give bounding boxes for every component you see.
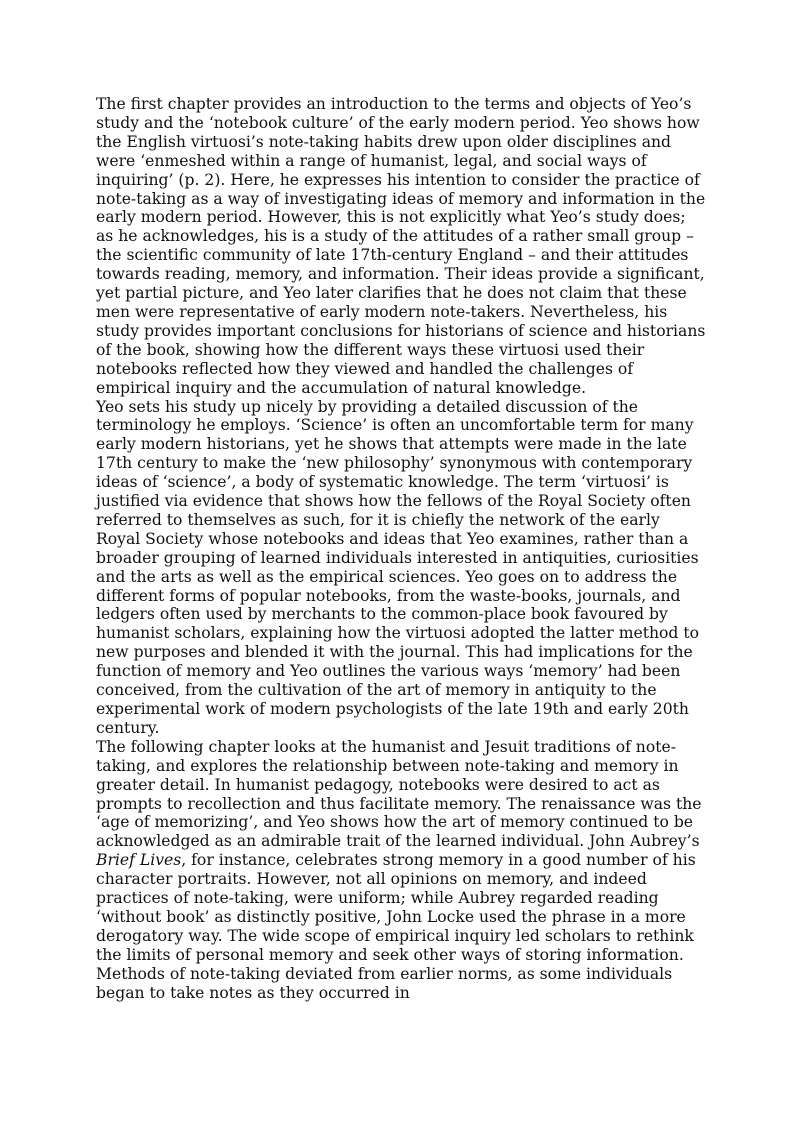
body-text <box>96 95 706 1003</box>
paragraph-2: Yeo sets his study up nicely by providing a detailed discussion of the terminology he employs. ‘Science’ is often an uncomfortable term for many early modern historians, yet he shows that attempts were made in the late 17th century to make the ‘new philosophy’ synonymous with contemporary ideas of ‘science’, a body of systematic knowledge. The term ‘virtuosi’ is justified via evidence that shows how the fellows of the Royal Society often referred to themselves as such, for it is chiefly the network of the early Royal Society whose notebooks and ideas that Yeo examines, rather than a broader grouping of learned individuals interested in antiquities, curiosities and the arts as well as the empirical sciences. Yeo goes on to address the different forms of popular notebooks, from the waste-books, journals, and ledgers often used by merchants to the common-place book favoured by humanist scholars, explaining how the virtuosi adopted the latter method to new purposes and blended it with the journal. This had implications for the function of memory and Yeo outlines the various ways ‘memory’ had been conceived, from the cultivation of the art of memory in antiquity to the experimental work of modern psychologists of the late 19th and early 20th century. <box>96 397 700 737</box>
book-title-italic: Brief Lives <box>96 851 182 870</box>
paragraph-3 <box>96 738 706 1003</box>
paragraph-1: The first chapter provides an introduction to the terms and objects of Yeo’s study and the ‘notebook culture’ of the early modern period. Yeo shows how the English virtuosi’s note-taking habits drew upon older disciplines and were ‘enmeshed within a range of humanist, legal, and social ways of inquiring’ (p. 2). Here, he expresses his intention to consider the practice of note-taking as a way of investigating ideas of memory and information in the early modern period. However, this is not explicitly what Yeo’s study does; as he acknowledges, his is a study of the attitudes of a rather small group – the scientific community of late 17th-century England – and their attitudes towards reading, memory, and information. Their ideas provide a significant, yet partial picture, and Yeo later clarifies that he does not claim that these men were representative of early modern note-takers. Nevertheless, his study provides important conclusions for historians of science and historians of the book, showing how the different ways these virtuosi used their notebooks reflected how they viewed and handled the challenges of empirical inquiry and the accumulation of natural knowledge. <box>96 95 706 397</box>
paragraph-3-text-end: , for instance, celebrates strong memory in a good number of his character portraits. However, not all opinions on memory, and indeed practices of note-taking, were uniform; while Aubrey regarded reading ‘without book’ as distinctly positive, John Locke used the phrase in a more derogatory way. The wide scope of empirical inquiry led scholars to rethink the limits of personal memory and seek other ways of storing information. Methods of note-taking deviated from earlier norms, as some individuals began to take notes as they occurred in <box>96 851 696 1002</box>
paragraph-3-text-start: The following chapter looks at the humanist and Jesuit traditions of note-taking, and explores the relationship between note-taking and memory in greater detail. In humanist pedagogy, notebooks were desired to act as prompts to recollection and thus facilitate memory. The renaissance was the ‘age of memorizing’, and Yeo shows how the art of memory continued to be acknowledged as an admirable trait of the learned individual. John Aubrey’s <box>96 737 702 851</box>
